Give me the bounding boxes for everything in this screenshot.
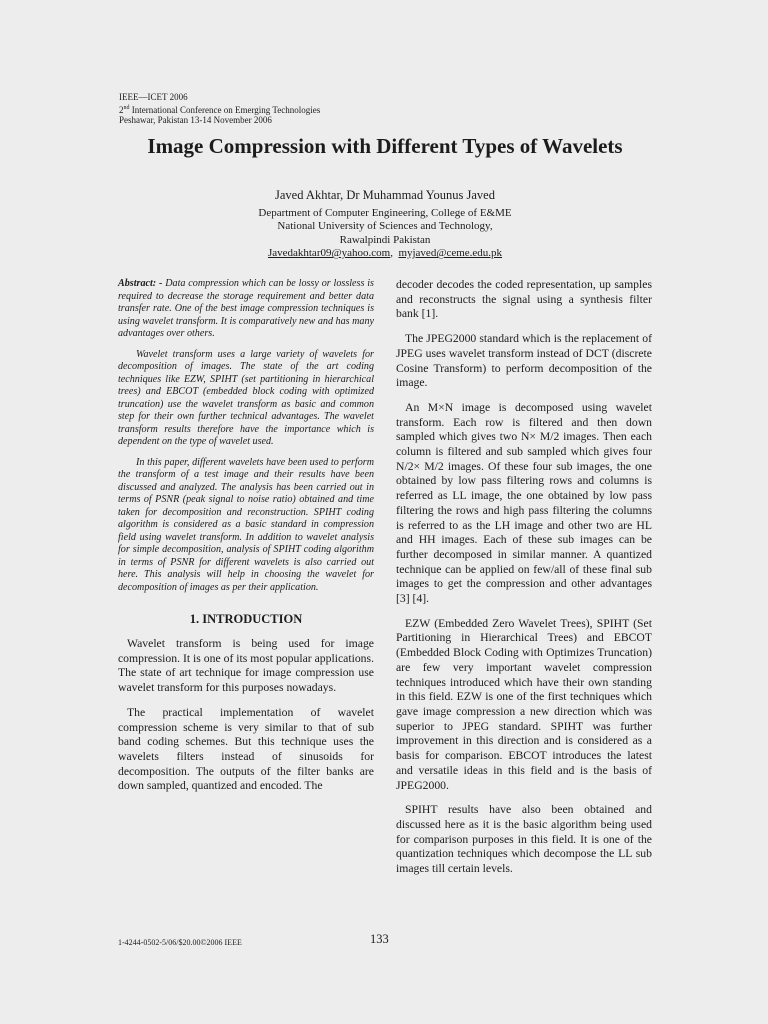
author-emails <box>120 247 650 260</box>
right-paragraph-3: An M×N image is decomposed using wavelet transform. Each row is filtered and then down sampled which gives two N× M/2 images. Then each column is filtered and sub sampled which gives four N/2× M/2 images. Of these four sub images, the one obtained by low pass filtering rows and columns is referred as LL image, the one obtained by low pass filtering the rows and high pass filtering the columns is referred to as the LH image and other two are HL and HH images. Each of these sub images can be further decomposed in similar manner. A quantized technique can be applied on few/all of these final sub images to get the compression and other advantages [3] [4]. <box>396 400 652 606</box>
left-column <box>118 278 374 804</box>
conference-line-1: IEEE—ICET 2006 <box>119 92 188 102</box>
right-paragraph-1: decoder decodes the coded representation, up samples and reconstructs the signal using a synthesis filter bank [1]. <box>396 278 652 321</box>
right-column <box>396 278 652 887</box>
abstract <box>118 278 374 594</box>
email-link-2[interactable]: myjaved@ceme.edu.pk <box>398 247 503 260</box>
abstract-paragraph-1 <box>118 278 374 341</box>
conference-ordinal-suffix: nd <box>123 104 130 111</box>
conference-line-2 <box>119 103 320 116</box>
conference-ordinal: 2 <box>119 104 124 115</box>
abstract-text-1: Data compression which can be lossy or lossless is required to decrease the storage requirement and better data transfer rate. One of the best image compression techniques is using wavelet transform. It is comparatively new and has many advantages over others. <box>118 278 374 339</box>
affiliation-block <box>120 207 650 261</box>
right-paragraph-4: EZW (Embedded Zero Wavelet Trees), SPIHT (Set Partitioning in Hierarchical Trees) and EBCOT (Embedded Block Coding with Optimizes Truncation) are few very important wavelet compression techniques introduced which have their own standing in this field. EZW is one of the first techniques which gave image compression a new direction which was superior to JPEG standard. SPIHT was further improvement in this direction and is considered as a basis for comparison. EBCOT introduces the latest and versatile ideas in this field and is the basis of JPEG2000. <box>396 616 652 792</box>
email-link-1[interactable]: Javedakhtar09@yahoo.com <box>267 247 391 260</box>
page-number: 133 <box>370 932 389 946</box>
affiliation-department: Department of Computer Engineering, College of E&ME <box>258 207 512 219</box>
abstract-label: Abstract: - <box>118 278 163 289</box>
paper-title: Image Compression with Different Types of Wavelets <box>147 134 623 158</box>
introduction-paragraph-2: The practical implementation of wavelet compression scheme is very similar to that of sub band coding schemes. But this technique uses the wavelets filters instead of sinusoids for decomposition. The outputs of the filter banks are down sampled, quantized and encoded. The <box>118 705 374 793</box>
section-heading-introduction: 1. INTRODUCTION <box>189 612 303 626</box>
conference-name: International Conference on Emerging Technologies <box>129 104 321 115</box>
introduction-paragraph-1: Wavelet transform is being used for image compression. It is one of its most popular applications. The state of art technique for image compression use wavelet transform for this purposes nowadays. <box>118 637 374 695</box>
conference-line-3: Peshawar, Pakistan 13-14 November 2006 <box>119 115 272 125</box>
right-paragraph-2: The JPEG2000 standard which is the replacement of JPEG uses wavelet transform instead of DCT (discrete Cosine Transform) to perform decomposition of the image. <box>396 332 652 390</box>
paper-authors: Javed Akhtar, Dr Muhammad Younus Javed <box>275 188 495 202</box>
conference-header <box>119 92 320 126</box>
abstract-paragraph-2: Wavelet transform uses a large variety of wavelets for decomposition of images. The state of the art coding techniques like EZW, SPIHT (set partitioning in hierarchical trees) and EBCOT (embedded block coding with optimized truncation) use the wavelet transform as basic and common step for their own further technical advantages. The wavelet transform results therefore have the importance which is dependent on the type of wavelet used. <box>118 348 374 447</box>
affiliation-university: National University of Sciences and Technology, <box>277 220 493 233</box>
right-paragraph-5: SPIHT results have also been obtained and discussed here as it is the basic algorithm being used for comparison purposes in this field. It is one of the quantization techniques which decompose the LL sub images till certain levels. <box>396 803 652 876</box>
abstract-paragraph-3: In this paper, different wavelets have been used to perform the transform of a test image and their results have been discussed and analyzed. The analysis has been carried out in terms of PSNR (peak signal to noise ratio) obtained and time taken for decomposition and reconstruction. SPIHT coding algorithm is considered as a basic standard in compression field using wavelet transform. In addition to wavelet analysis for simple decomposition, analysis of SPIHT coding algorithm in terms of PSNR for different wavelets is also carried out here. This analysis will help in choosing the wavelet for decomposition of images as per their application. <box>118 456 374 593</box>
introduction-body <box>118 637 374 794</box>
affiliation-city: Rawalpindi Pakistan <box>339 233 431 246</box>
copyright-footer: 1-4244-0502-5/06/$20.00©2006 IEEE <box>118 938 242 947</box>
email-separator: , <box>390 247 393 260</box>
